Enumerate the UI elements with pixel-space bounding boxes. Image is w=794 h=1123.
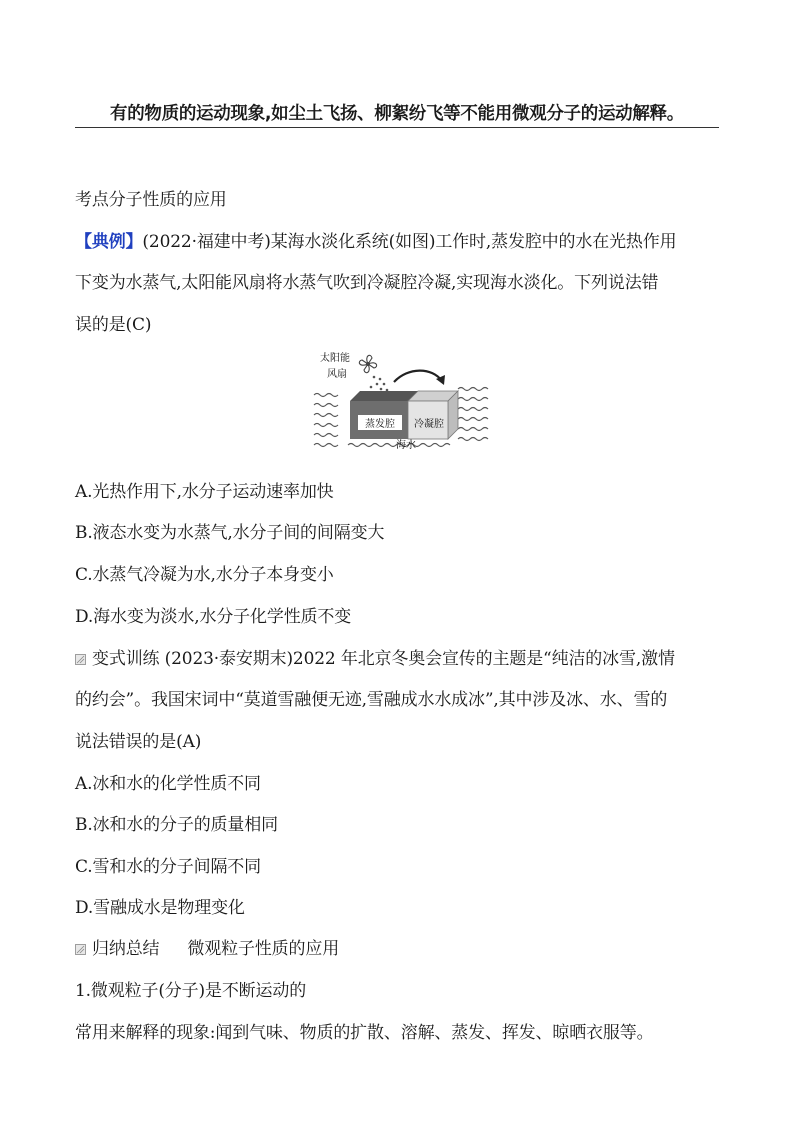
variant-option-c: C.雪和水的分子间隔不同 (75, 857, 262, 877)
banner-note: 有的物质的运动现象,如尘土飞扬、柳絮纷飞等不能用微观分子的运动解释。 (75, 101, 719, 128)
summary-title: 归纳总结 (92, 939, 160, 959)
summary-marker-icon (75, 944, 86, 955)
fan-icon (359, 355, 376, 372)
variant-line-1: 变式训练 (2023·泰安期末)2022 年北京冬奥会宣传的主题是“纯洁的冰雪,激情 (75, 648, 675, 670)
fan-label-2: 风扇 (327, 369, 347, 380)
summary-heading (75, 938, 339, 960)
example-line-2: 下变为水蒸气,太阳能风扇将水蒸气吹到冷凝腔冷凝,实现海水淡化。下列说法错 (75, 273, 659, 293)
desalination-figure (308, 349, 494, 453)
condenser-label: 冷凝腔 (414, 419, 444, 430)
example-option-a: A.光热作用下,水分子运动速率加快 (75, 482, 334, 502)
variant-option-d: D.雪融成水是物理变化 (75, 898, 245, 918)
example-option-d: D.海水变为淡水,水分子化学性质不变 (75, 607, 352, 627)
summary-subtitle: 微观粒子性质的应用 (187, 939, 340, 959)
variant-line-3: 说法错误的是(A) (75, 732, 202, 752)
section-title: 考点分子性质的应用 (75, 190, 227, 210)
variant-marker-icon (75, 654, 86, 665)
variant-line-2: 的约会”。我国宋词中“莫道雪融便无迹,雪融成水水成冰”,其中涉及冰、水、雪的 (75, 690, 668, 710)
example-line-3: 误的是(C) (75, 315, 152, 335)
example-option-c: C.水蒸气冷凝为水,水分子本身变小 (75, 565, 334, 585)
summary-point-1: 1.微观粒子(分子)是不断运动的 (75, 981, 307, 1001)
example-tag: 【典例】 (75, 232, 143, 252)
seawater-label: 海水 (396, 440, 416, 451)
example-option-b: B.液态水变为水蒸气,水分子间的间隔变大 (75, 523, 385, 543)
evaporator-label: 蒸发腔 (365, 419, 395, 430)
summary-point-1-text: 常用来解释的现象:闻到气味、物质的扩散、溶解、蒸发、挥发、晾晒衣服等。 (75, 1023, 654, 1043)
example-line-1: 【典例】(2022·福建中考)某海水淡化系统(如图)工作时,蒸发腔中的水在光热作用 (75, 232, 677, 252)
variant-option-b: B.冰和水的分子的质量相同 (75, 815, 278, 835)
variant-option-a: A.冰和水的化学性质不同 (75, 774, 261, 794)
fan-label-1: 太阳能 (320, 353, 350, 364)
